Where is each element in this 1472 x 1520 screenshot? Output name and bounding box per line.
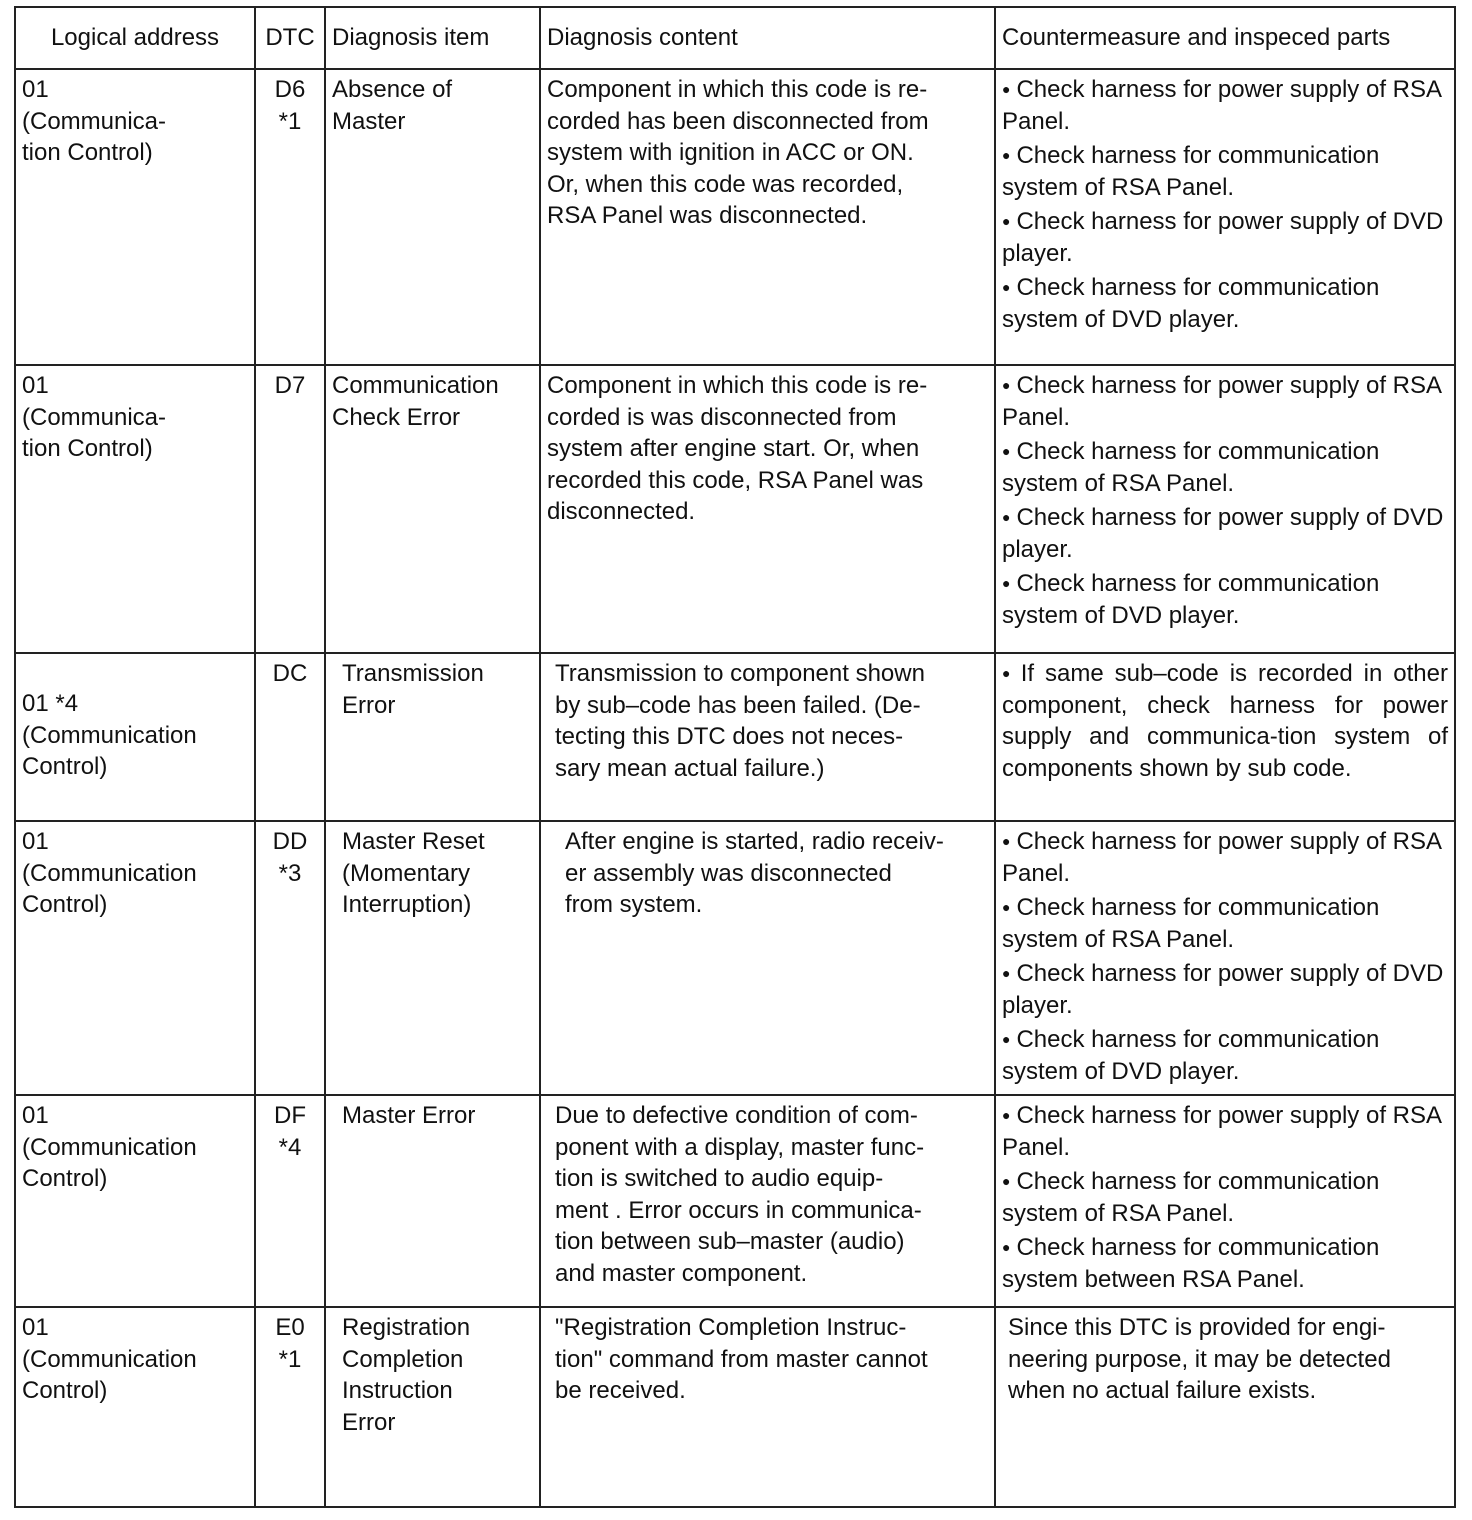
dtc-cell: DD *3 <box>255 821 325 1095</box>
logical-address-cell: 01 (Communica- tion Control) <box>15 69 255 365</box>
countermeasure-list <box>1002 370 1448 631</box>
countermeasure-cell <box>995 69 1455 365</box>
header-logical-address: Logical address <box>15 7 255 69</box>
countermeasure-item: ● Check harness for power supply of RSA Panel. <box>1002 370 1448 433</box>
countermeasure-list <box>1002 658 1448 784</box>
logical-address-cell: 01 (Communication Control) <box>15 821 255 1095</box>
diagnosis-content-cell: Component in which this code is re- corded has been disconnected from system with ignition in ACC or ON. Or, when this code was recorded, RSA Panel was disconnected. <box>540 69 995 365</box>
diagnosis-item-cell: Master Reset (Momentary Interruption) <box>325 821 540 1095</box>
logical-address-cell: 01 (Communication Control) <box>15 1095 255 1307</box>
diagnosis-content-cell: After engine is started, radio receiv- er assembly was disconnected from system. <box>540 821 995 1095</box>
diagnosis-item-cell: Transmission Error <box>325 653 540 821</box>
header-row <box>15 7 1455 69</box>
dtc-cell: DF *4 <box>255 1095 325 1307</box>
countermeasure-item: ● Check harness for power supply of RSA Panel. <box>1002 1100 1448 1163</box>
dtc-cell: D7 <box>255 365 325 653</box>
dtc-cell: DC <box>255 653 325 821</box>
countermeasure-cell <box>995 653 1455 821</box>
countermeasure-cell <box>995 1095 1455 1307</box>
diagnosis-content-cell: "Registration Completion Instruc- tion" command from master cannot be received. <box>540 1307 995 1507</box>
logical-address-cell: 01 (Communica- tion Control) <box>15 365 255 653</box>
countermeasure-item: ● Check harness for power supply of DVD player. <box>1002 502 1448 565</box>
diagnosis-content-cell: Component in which this code is re- corded is was disconnected from system after engine start. Or, when recorded this code, RSA Panel was disconnected. <box>540 365 995 653</box>
countermeasure-item: ● Check harness for communication system of RSA Panel. <box>1002 892 1448 955</box>
dtc-table-page <box>14 6 1454 1508</box>
table-row <box>15 365 1455 653</box>
countermeasure-cell: Since this DTC is provided for engi- neering purpose, it may be detected when no actual failure exists. <box>995 1307 1455 1507</box>
header-diagnosis-item: Diagnosis item <box>325 7 540 69</box>
countermeasure-cell <box>995 821 1455 1095</box>
dtc-table <box>14 6 1456 1508</box>
countermeasure-item: ● Check harness for communication system of RSA Panel. <box>1002 436 1448 499</box>
diagnosis-content-cell: Due to defective condition of com- ponent with a display, master func- tion is switched to audio equip- ment . Error occurs in communica- tion between sub–master (audio) and master component. <box>540 1095 995 1307</box>
countermeasure-item: ● Check harness for power supply of DVD player. <box>1002 206 1448 269</box>
diagnosis-item-cell: Communication Check Error <box>325 365 540 653</box>
table-row <box>15 821 1455 1095</box>
logical-address-cell: 01 (Communication Control) <box>15 1307 255 1507</box>
countermeasure-item: ● Check harness for power supply of DVD player. <box>1002 958 1448 1021</box>
countermeasure-cell <box>995 365 1455 653</box>
countermeasure-list <box>1002 74 1448 335</box>
countermeasure-item: ● If same sub–code is recorded in other component, check harness for power supply and communica-tion system of components shown by sub code. <box>1002 658 1448 784</box>
countermeasure-item: ● Check harness for communication system of DVD player. <box>1002 272 1448 335</box>
logical-address-cell: 01 *4 (Communication Control) <box>15 653 255 821</box>
countermeasure-item: ● Check harness for power supply of RSA Panel. <box>1002 826 1448 889</box>
diagnosis-item-cell: Absence of Master <box>325 69 540 365</box>
table-row <box>15 69 1455 365</box>
dtc-cell: E0 *1 <box>255 1307 325 1507</box>
diagnosis-item-cell: Master Error <box>325 1095 540 1307</box>
table-row <box>15 1307 1455 1507</box>
countermeasure-item: ● Check harness for communication system of DVD player. <box>1002 1024 1448 1087</box>
header-diagnosis-content: Diagnosis content <box>540 7 995 69</box>
countermeasure-list <box>1002 826 1448 1087</box>
countermeasure-item: ● Check harness for communication system of RSA Panel. <box>1002 1166 1448 1229</box>
diagnosis-content-cell: Transmission to component shown by sub–code has been failed. (De- tecting this DTC does not neces- sary mean actual failure.) <box>540 653 995 821</box>
countermeasure-list <box>1002 1100 1448 1295</box>
table-row <box>15 653 1455 821</box>
dtc-cell: D6 *1 <box>255 69 325 365</box>
countermeasure-item: ● Check harness for communication system between RSA Panel. <box>1002 1232 1448 1295</box>
table-row <box>15 1095 1455 1307</box>
countermeasure-item: ● Check harness for communication system of RSA Panel. <box>1002 140 1448 203</box>
header-dtc: DTC <box>255 7 325 69</box>
countermeasure-item: ● Check harness for communication system of DVD player. <box>1002 568 1448 631</box>
countermeasure-item: ● Check harness for power supply of RSA Panel. <box>1002 74 1448 137</box>
header-countermeasure: Countermeasure and inspeced parts <box>995 7 1455 69</box>
diagnosis-item-cell: Registration Completion Instruction Error <box>325 1307 540 1507</box>
